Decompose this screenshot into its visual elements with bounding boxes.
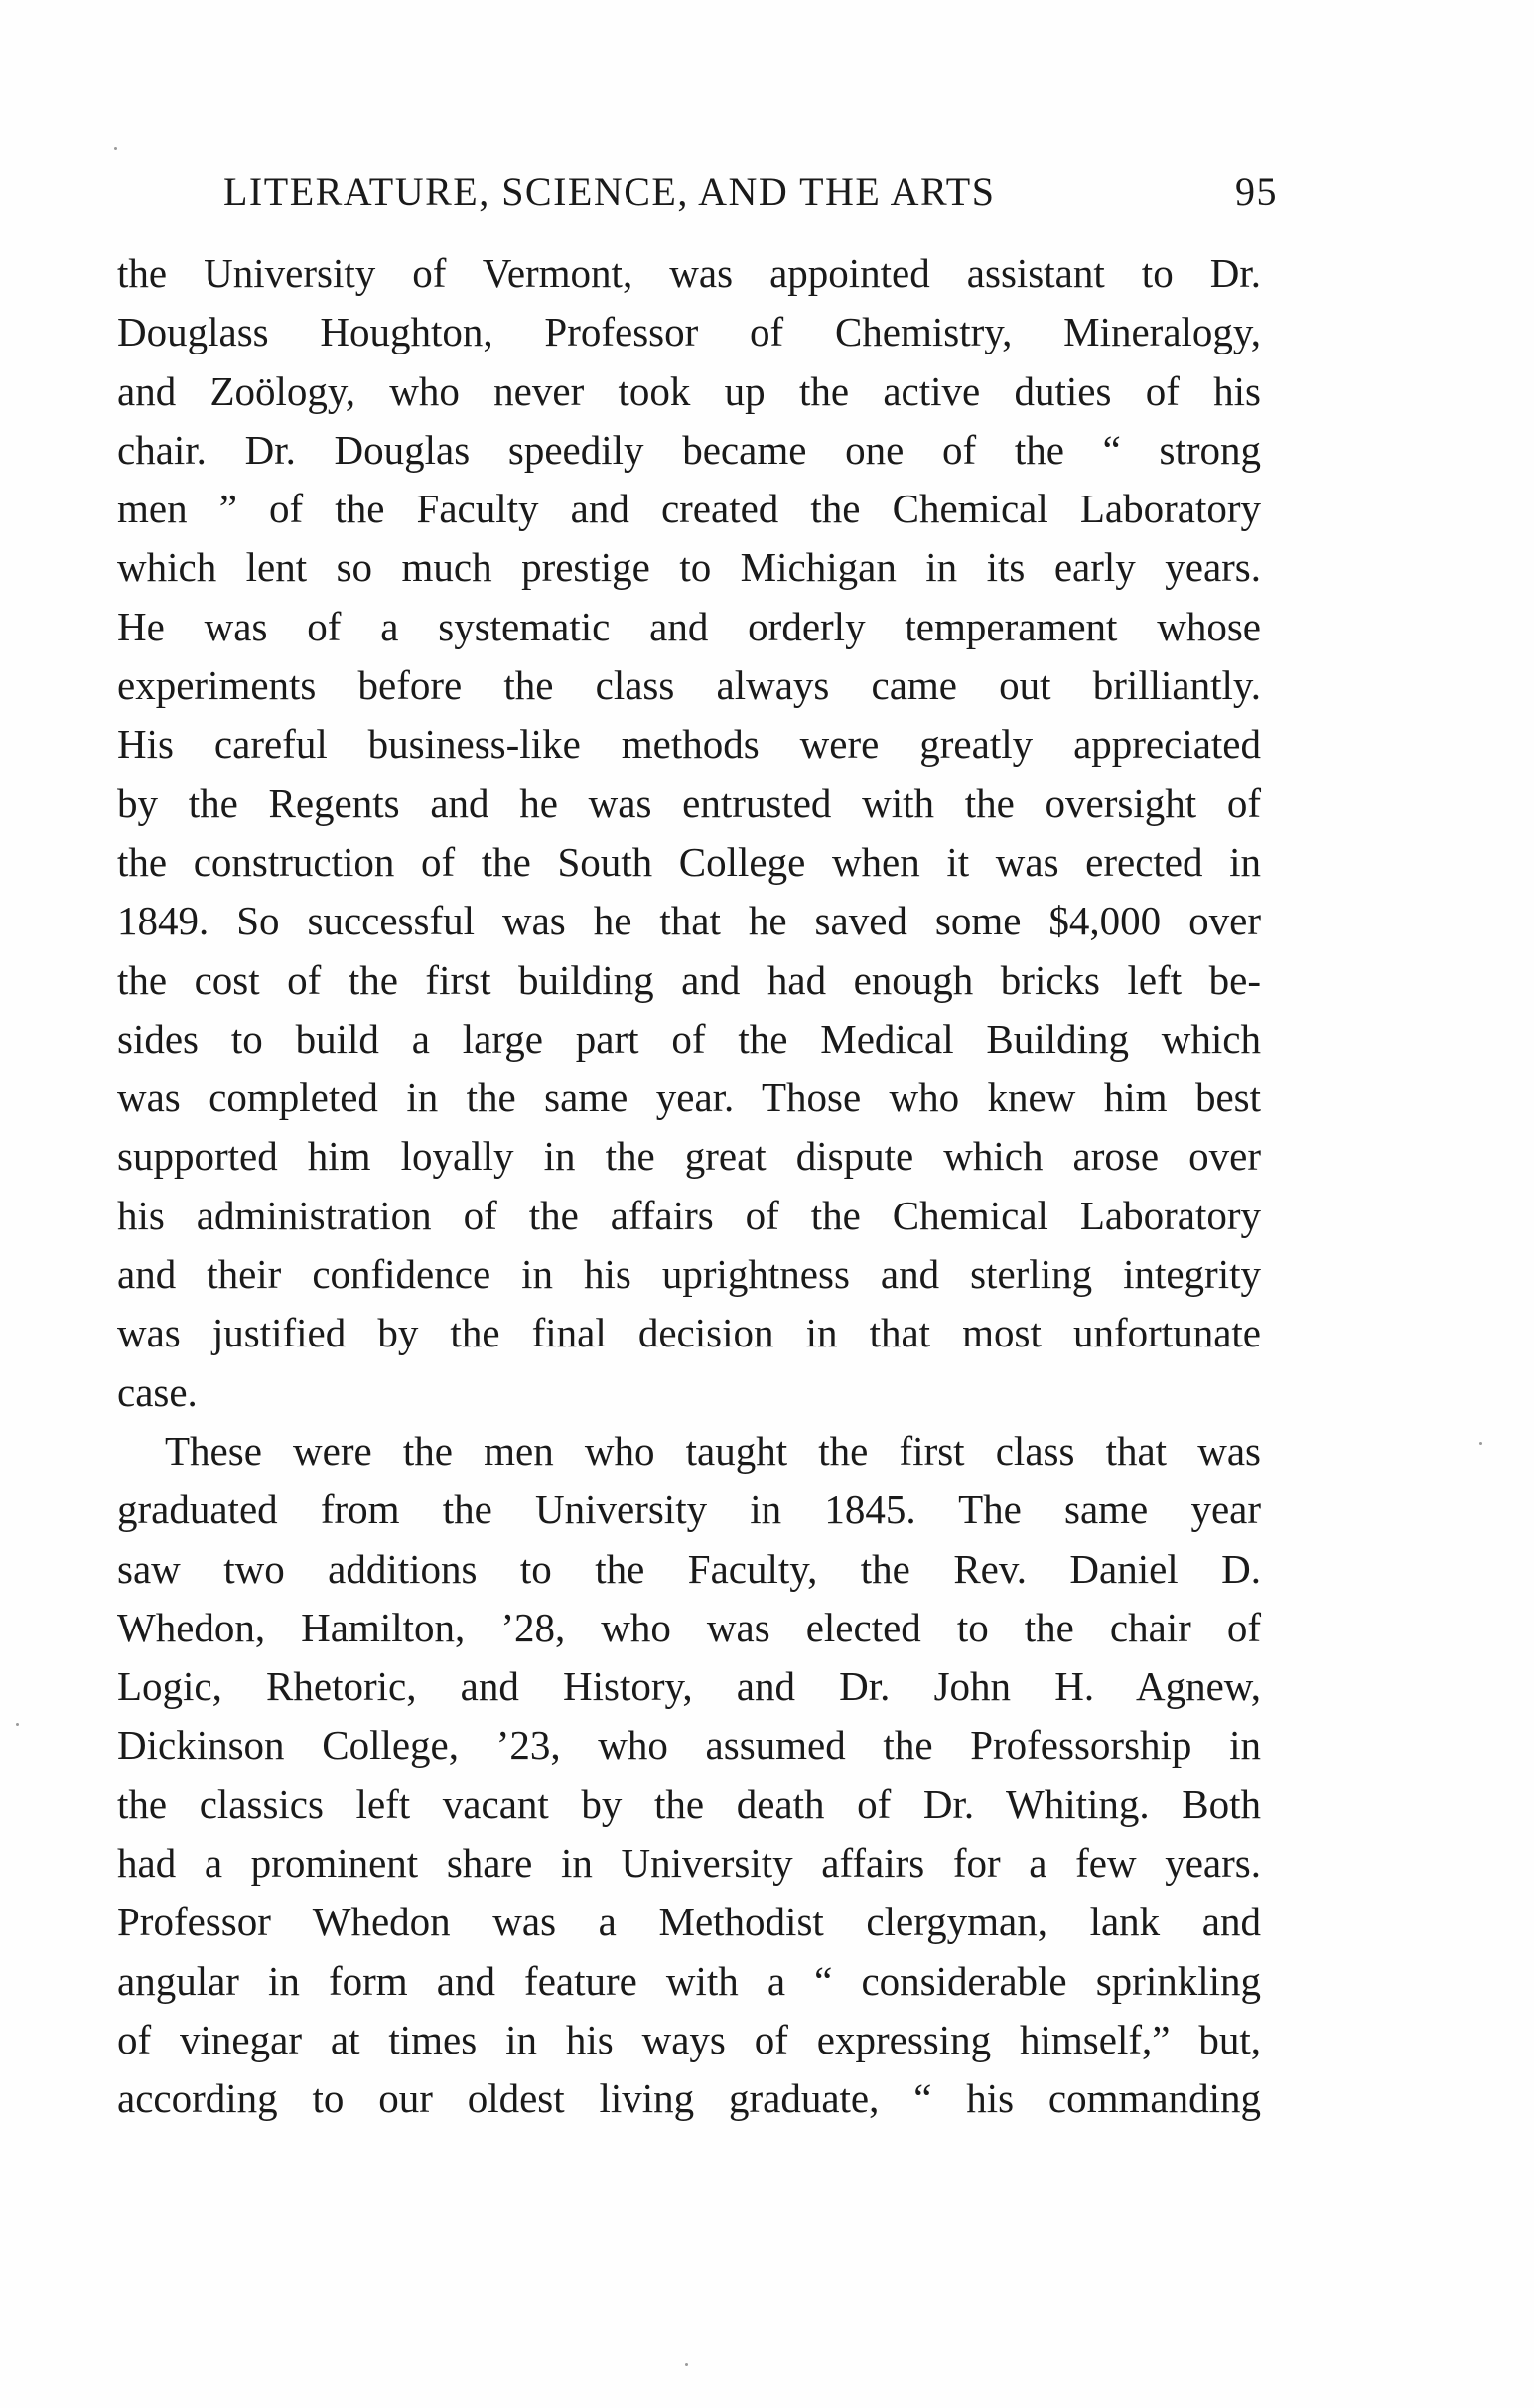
page-number: 95 [1235, 169, 1278, 213]
text-line: the construction of the South College when it was erected in [117, 838, 1261, 885]
text-line: men ” of the Faculty and created the Chemical Laboratory [117, 486, 1261, 532]
text-line: according to our oldest living graduate, “ his commanding [117, 2075, 1261, 2122]
text-line: and their confidence in his uprightness and sterling integrity [117, 1251, 1261, 1298]
paragraph-1 [117, 244, 1261, 1422]
paper-speck [114, 147, 117, 150]
text-line: Whedon, Hamilton, ’28, who was elected to the chair of [117, 1604, 1261, 1650]
text-line: graduated from the University in 1845. The same year [117, 1487, 1261, 1533]
text-line: Logic, Rhetoric, and History, and Dr. John H. Agnew, [117, 1663, 1261, 1710]
text-line: experiments before the class always came out brilliantly. [117, 662, 1261, 709]
text-line: supported him loyally in the great dispute which arose over [117, 1133, 1261, 1180]
text-line: Professor Whedon was a Methodist clergyman, lank and [117, 1899, 1261, 1945]
text-line: He was of a systematic and orderly temperament whose [117, 603, 1261, 649]
text-line: was completed in the same year. Those who knew him best [117, 1074, 1261, 1121]
text-line: of vinegar at times in his ways of expressing himself,” but, [117, 2016, 1261, 2062]
text-line: was justified by the final decision in that most unfortunate [117, 1310, 1261, 1356]
text-line: the cost of the first building and had enough bricks left be- [117, 956, 1261, 1003]
paragraph-2 [117, 1422, 1261, 2129]
text-line: by the Regents and he was entrusted with the oversight of [117, 779, 1261, 826]
text-line: case. [117, 1368, 198, 1415]
text-line: which lent so much prestige to Michigan in its early years. [117, 544, 1261, 591]
text-line: his administration of the affairs of the Chemical Laboratory [117, 1192, 1261, 1238]
text-line: saw two additions to the Faculty, the Rev. Daniel D. [117, 1545, 1261, 1592]
body-text [117, 244, 1261, 2129]
text-line: 1849. So successful was he that he saved some $4,000 over [117, 898, 1261, 944]
text-line: His careful business-like methods were greatly appreciated [117, 721, 1261, 768]
text-line: chair. Dr. Douglas speedily became one of the “ strong [117, 426, 1261, 473]
text-line: These were the men who taught the first class that was [165, 1427, 1261, 1474]
text-line: angular in form and feature with a “ considerable sprinkling [117, 1957, 1261, 2004]
text-line: the University of Vermont, was appointed assistant to Dr. [117, 250, 1261, 296]
paper-speck [1479, 1442, 1482, 1445]
running-head-title: LITERATURE, SCIENCE, AND THE ARTS [223, 169, 996, 213]
text-line: Douglass Houghton, Professor of Chemistry, Mineralogy, [117, 309, 1261, 355]
text-line: Dickinson College, ’23, who assumed the Professorship in [117, 1722, 1261, 1769]
paper-speck [16, 1723, 19, 1726]
running-head [223, 167, 1278, 216]
text-line: and Zoölogy, who never took up the active duties of his [117, 367, 1261, 414]
text-line: had a prominent share in University affairs for a few years. [117, 1840, 1261, 1887]
text-line: sides to build a large part of the Medical Building which [117, 1015, 1261, 1062]
text-line: the classics left vacant by the death of Dr. Whiting. Both [117, 1780, 1261, 1827]
paper-speck [685, 2363, 688, 2366]
